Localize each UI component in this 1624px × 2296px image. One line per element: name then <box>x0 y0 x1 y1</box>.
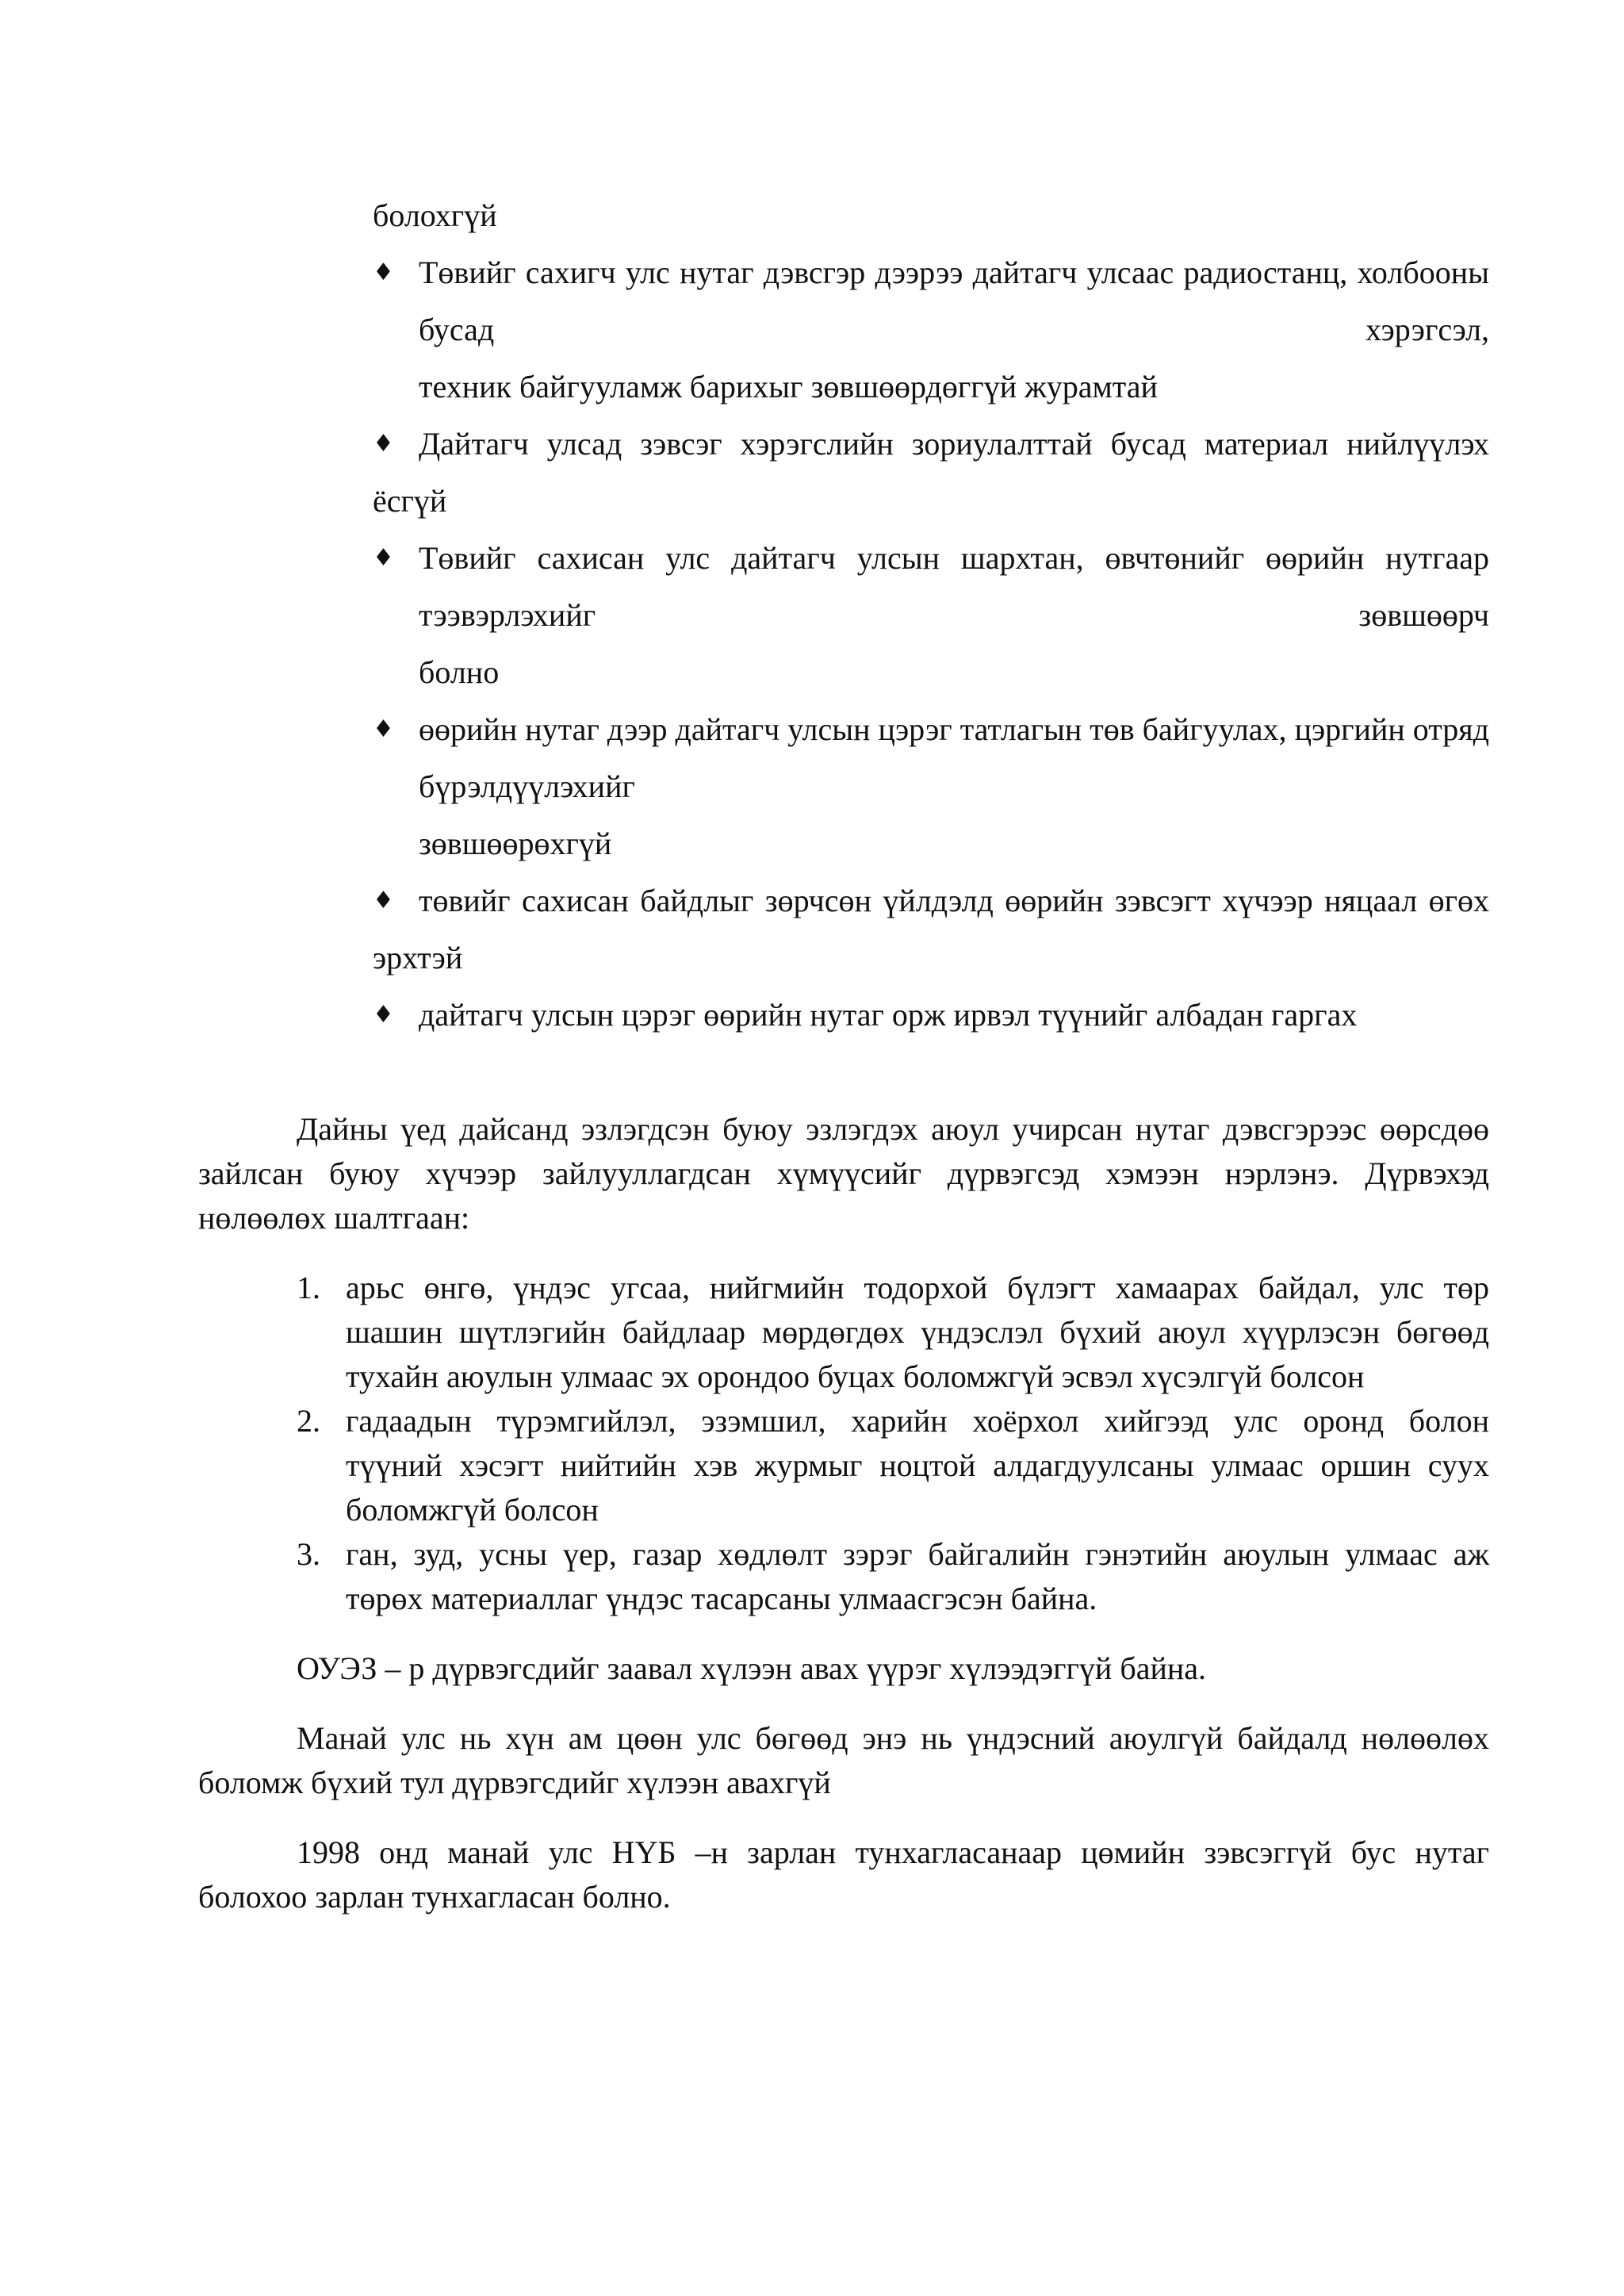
bullet-item-3 <box>373 539 1491 577</box>
diamond-bullet-icon: ♦ <box>373 544 394 572</box>
diamond-bullet-icon: ♦ <box>373 1001 394 1029</box>
bullet-item-5 <box>373 882 1491 920</box>
bullet-item-1 <box>373 254 1491 292</box>
paragraph-line: ОУЭЗ – р дүрвэгсдийг заавал хүлээн авах үүрэг хүлээдэггүй байна. <box>297 1650 1207 1686</box>
diamond-bullet-icon: ♦ <box>373 887 394 914</box>
bullet-item-text: техник байгууламж барихыг зөвшөөрдөггүй журамтай <box>419 369 1158 404</box>
list-item-line: боломжгүй болсон <box>346 1492 599 1527</box>
bullet-item-text: зөвшөөрөхгүй <box>419 826 612 861</box>
paragraph-line: болохоо зарлан тунхагласан болно. <box>198 1879 671 1915</box>
diamond-bullet-icon: ♦ <box>373 715 394 743</box>
bullet-item-text: болно <box>419 654 500 690</box>
paragraph-line: Манай улс нь хүн ам цөөн улс бөгөөд энэ нь үндэсний аюулгүй байдалд нөлөөлөх <box>297 1720 1489 1756</box>
list-number: 2. <box>297 1403 320 1439</box>
bullet-item-text: ёсгүй <box>373 483 447 519</box>
bullet-item-6 <box>373 996 1491 1034</box>
bullet-item-text: Төвийг сахисан улс дайтагч улсын шархтан, өвчтөнийг өөрийн нутгаар <box>419 540 1489 576</box>
bullet-item-text: зөвшөөрч <box>1358 597 1489 633</box>
list-item-line: түүний хэсэгт нийтийн хэв журмыг ноцтой алдагдуулсаны улмаас оршин суух <box>346 1447 1489 1483</box>
bullet-item-text: төвийг сахисан байдлыг зөрчсөн үйлдэлд өөрийн зэвсэгт хүчээр няцаал өгөх <box>419 883 1489 918</box>
list-number: 1. <box>297 1270 320 1305</box>
paragraph-line: зайлсан буюу хүчээр зайлууллагдсан хүмүүсийг дүрвэгсэд хэмээн нэрлэнэ. Дүрвэхэд <box>198 1156 1489 1191</box>
paragraph-line: нөлөөлөх шалтгаан: <box>198 1200 470 1236</box>
bullet-item-text: Төвийг сахигч улс нутаг дэвсгэр дээрээ дайтагч улсаас радиостанц, холбооны <box>419 255 1489 290</box>
diamond-bullet-icon: ♦ <box>373 430 394 458</box>
list-item-line: ган, зуд, усны үер, газар хөдлөлт зэрэг байгалийн гэнэтийн аюулын улмаас аж <box>346 1536 1489 1572</box>
list-number: 3. <box>297 1536 320 1572</box>
paragraph-line: 1998 онд манай улс НҮБ –н зарлан тунхагласанаар цөмийн зэвсэггүй бус нутаг <box>297 1834 1489 1870</box>
bullet-item-2 <box>373 425 1491 463</box>
bullet-item-text: дайтагч улсын цэрэг өөрийн нутаг орж ирвэл түүнийг албадан гаргах <box>419 997 1358 1033</box>
paragraph-line: Дайны үед дайсанд эзлэгдсэн буюу эзлэгдэх аюул учирсан нутаг дэвсгэрээс өөрсдөө <box>297 1111 1489 1147</box>
bullet-item-text: Дайтагч улсад зэвсэг хэрэгслийн зориулалттай бусад материал нийлүүлэх <box>419 426 1489 462</box>
list-item-line: гадаадын түрэмгийлэл, эзэмшил, харийн хоёрхол хийгээд улс оронд болон <box>346 1403 1489 1439</box>
continuation-text: болохгүй <box>373 197 497 233</box>
list-item-line: арьс өнгө, үндэс угсаа, нийгмийн тодорхой бүлэгт хамаарах байдал, улс төр <box>346 1270 1489 1305</box>
diamond-bullet-icon: ♦ <box>373 259 394 286</box>
list-item-line: төрөх материаллаг үндэс тасарсаны улмаасгэсэн байна. <box>346 1581 1097 1616</box>
bullet-item-text: өөрийн нутаг дээр дайтагч улсын цэрэг татлагын төв байгуулах, цэргийн отряд <box>419 711 1489 747</box>
bullet-item-text: бусад <box>419 312 495 347</box>
list-item-line: шашин шүтлэгийн байдлаар мөрдөгдөх үндэслэл бүхий аюул хүүрлэсэн бөгөөд <box>346 1314 1489 1350</box>
bullet-item-text: тээвэрлэхийг <box>419 597 596 633</box>
list-item-line: тухайн аюулын улмаас эх орондоо буцах боломжгүй эсвэл хүсэлгүй болсон <box>346 1359 1365 1394</box>
bullet-item-text: хэрэгсэл, <box>1365 312 1489 347</box>
paragraph-line: боломж бүхий тул дүрвэгсдийг хүлээн авахгүй <box>198 1765 831 1800</box>
bullet-item-text: эрхтэй <box>373 940 463 976</box>
bullet-item-4 <box>373 711 1491 749</box>
bullet-item-text: бүрэлдүүлэхийг <box>419 769 635 804</box>
